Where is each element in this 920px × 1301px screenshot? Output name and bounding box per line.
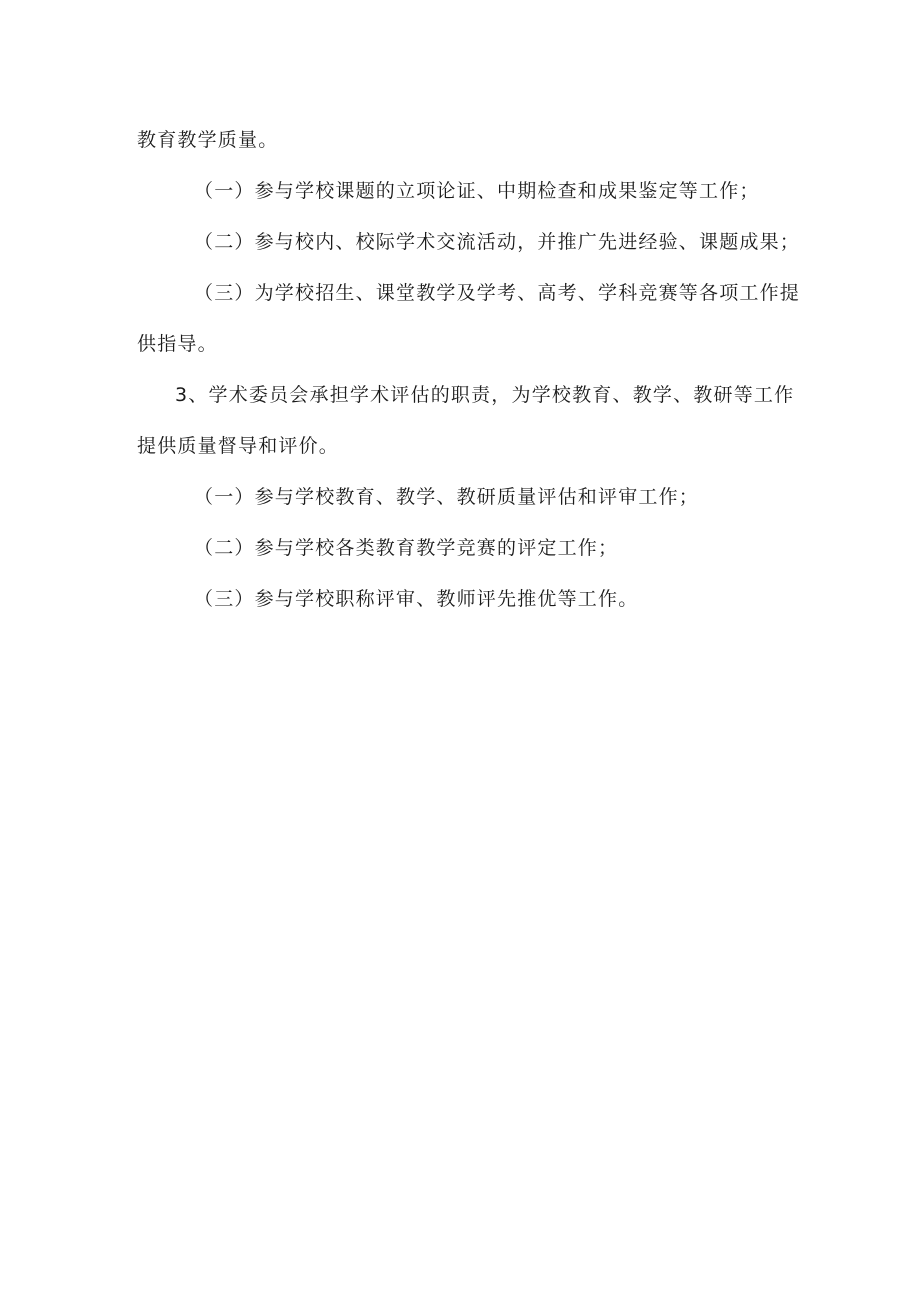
- list-item-3-2: （二）参与学校各类教育教学竞赛的评定工作；: [194, 537, 619, 559]
- document-body: [137, 120, 801, 630]
- section-3-heading-line: 3、学术委员会承担学术评估的职责，为学校教育、教学、教研等工作: [175, 384, 795, 406]
- list-item-3-1: （一）参与学校教育、教学、教研质量评估和评审工作；: [194, 486, 700, 508]
- list-item-1-2: （二）参与校内、校际学术交流活动，并推广先进经验、课题成果；: [194, 231, 801, 253]
- list-item-3-3: （三）参与学校职称评审、教师评先推优等工作。: [194, 588, 639, 610]
- list-item-1-3-continuation: 供指导。: [137, 333, 218, 355]
- section-3-heading-continuation: 提供质量督导和评价。: [137, 435, 340, 457]
- list-item-1-3: （三）为学校招生、课堂教学及学考、高考、学科竞赛等各项工作提: [194, 282, 801, 304]
- paragraph-continuation-line: 教育教学质量。: [137, 129, 279, 151]
- list-item-1-1: （一）参与学校课题的立项论证、中期检查和成果鉴定等工作；: [194, 180, 760, 202]
